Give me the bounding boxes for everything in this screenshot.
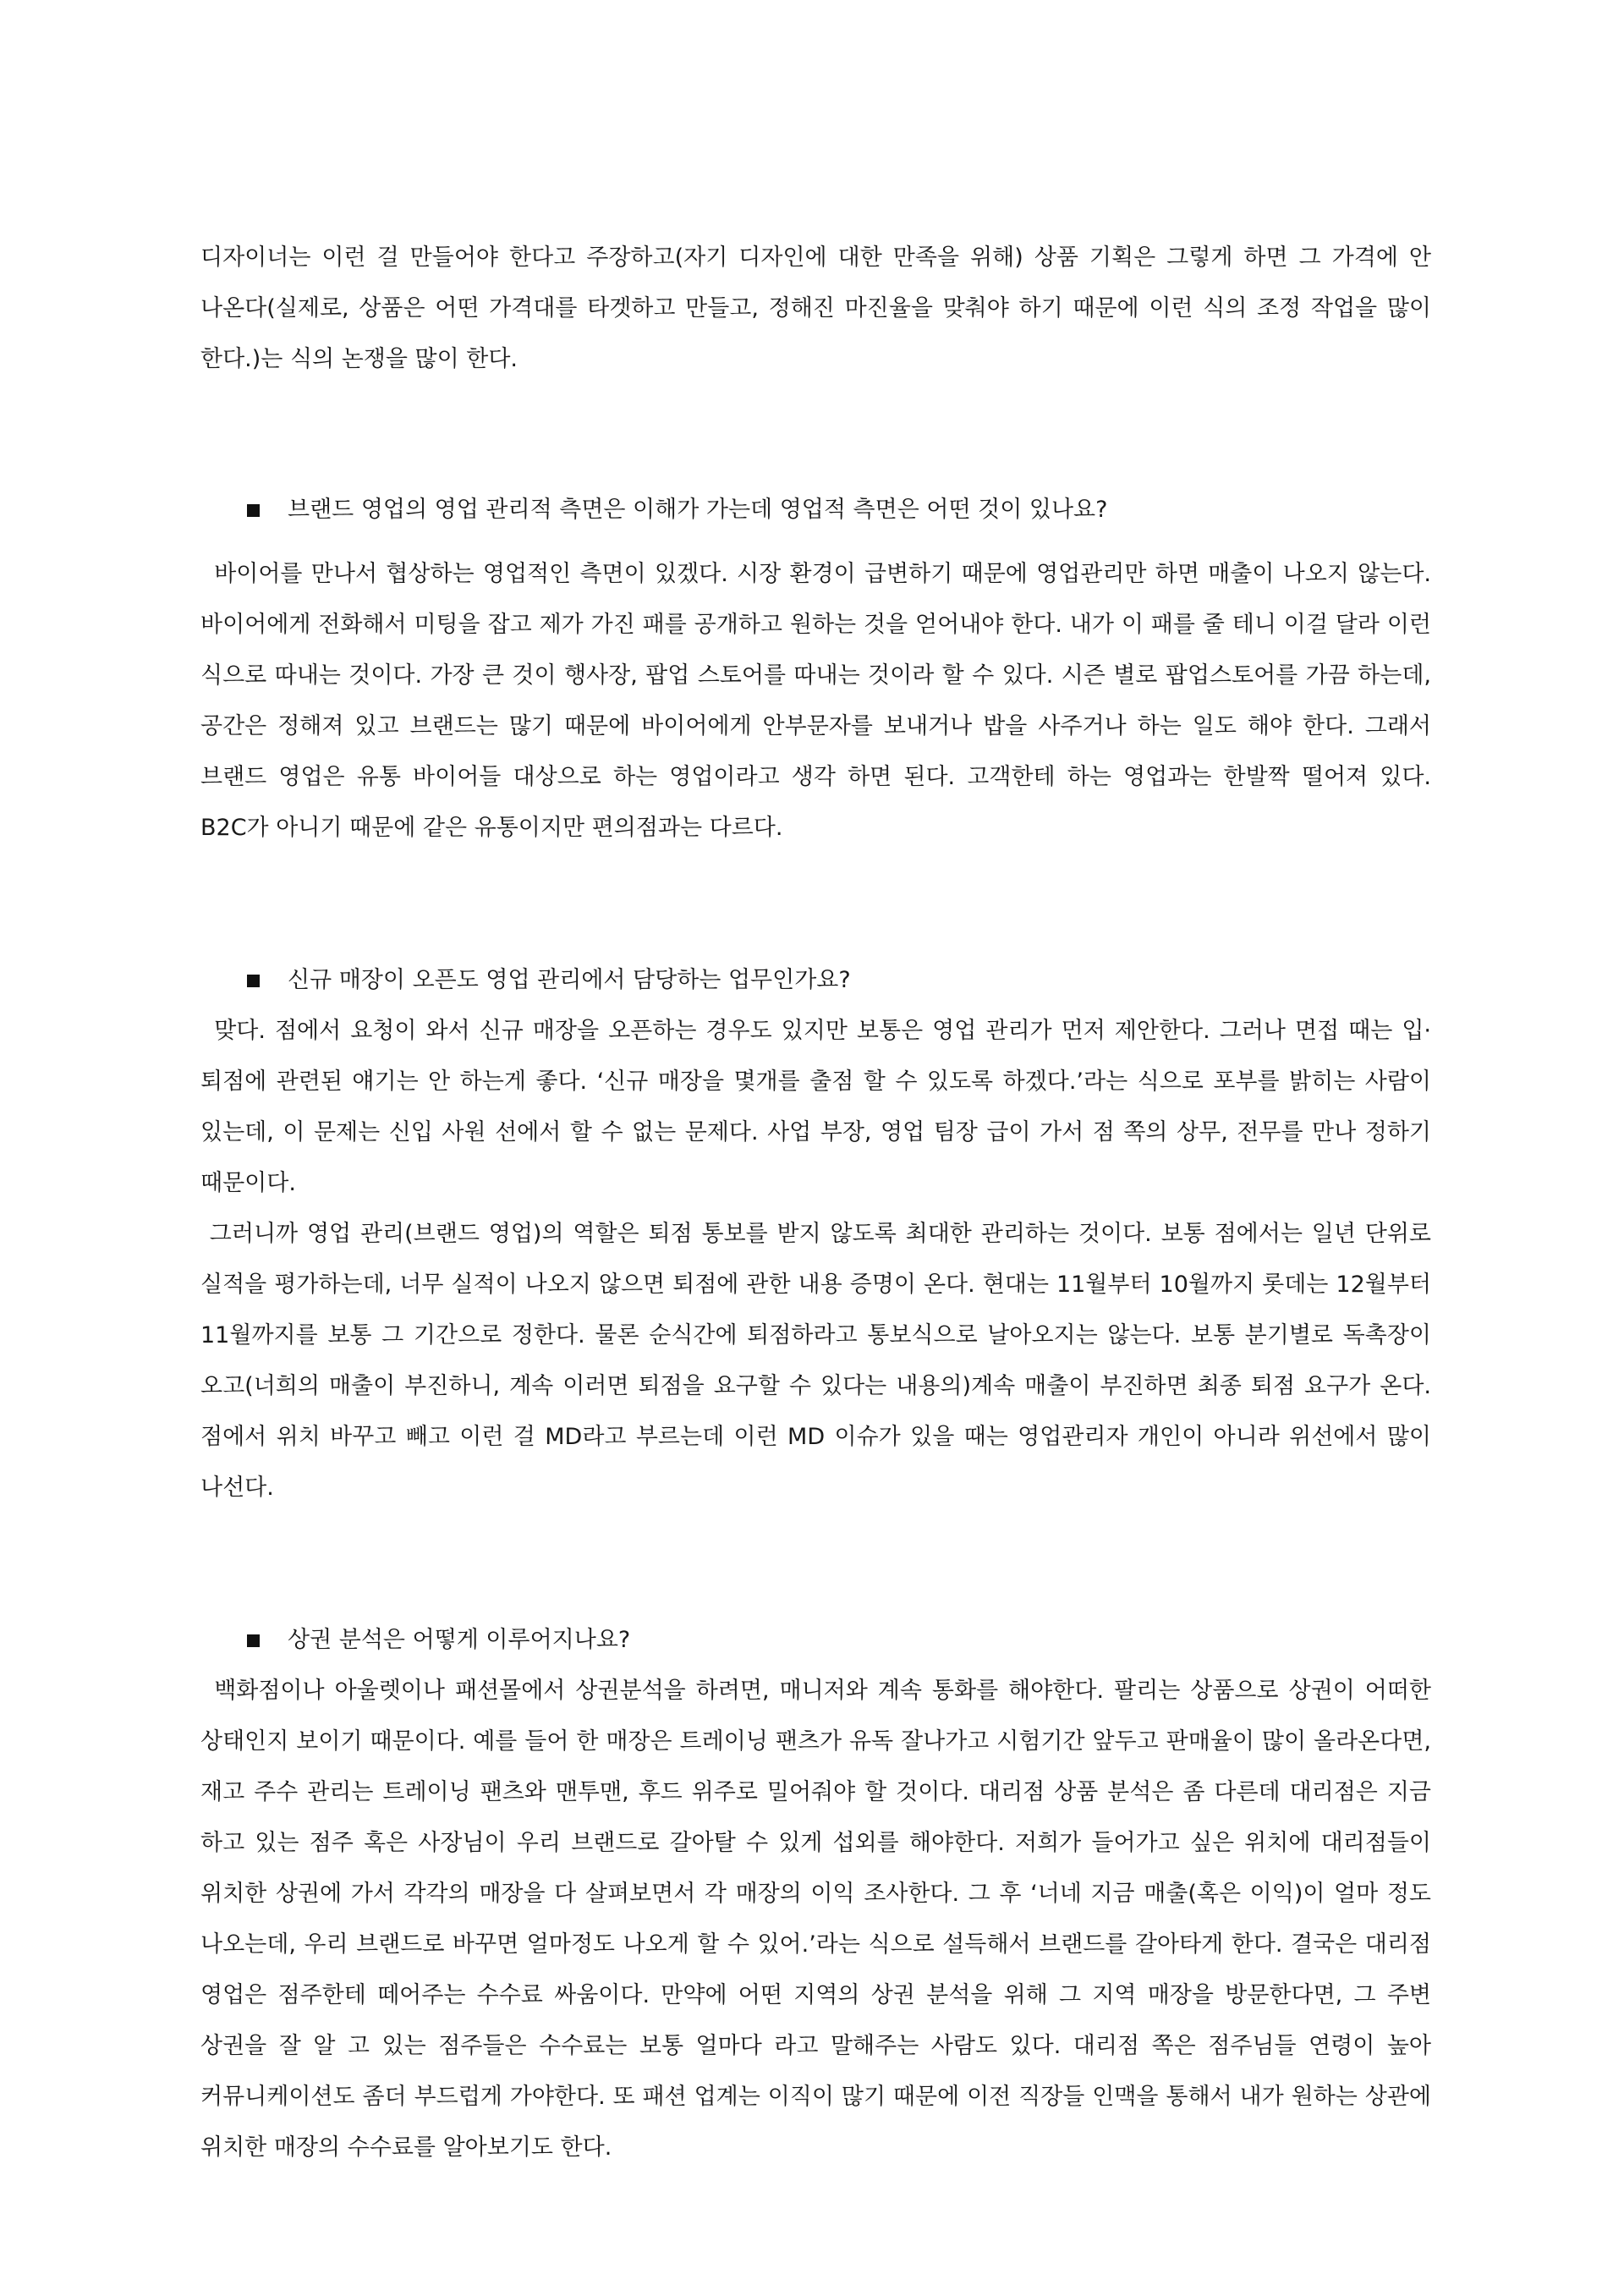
section-heading-text: 신규 매장이 오픈도 영업 관리에서 담당하는 업무인가요? (288, 967, 851, 993)
section-paragraph: 그러니까 영업 관리(브랜드 영업)의 역할은 퇴점 통보를 받지 않도록 최대한 관리하는 것이다. 보통 점에서는 일년 단위로 실적을 평가하는데, 너무 실적이 나오지 않으면 퇴점에 관한 내용 증명이 온다. 현대는 11월부터 10월까지 롯데는 12월부터 11월까지를 보통 그 기간으로 정한다. 물론 순식간에 퇴점하라고 통보식으로 날아오지는 않는다. 보통 분기별로 독촉장이 오고(너희의 매출이 부진하니, 계속 이러면 퇴점을 요구할 수 있다는 내용의)계속 매출이 부진하면 최종 퇴점 요구가 온다. 점에서 위치 바꾸고 빼고 이런 걸 MD라고 부르는데 이런 MD 이슈가 있을 때는 영업관리자 개인이 아니라 위선에서 많이 나선다. (200, 1221, 1431, 1501)
section-heading (200, 485, 1431, 536)
section-heading-text: 상권 분석은 어떻게 이루어지나요? (288, 1627, 631, 1653)
square-bullet-icon (247, 1634, 260, 1647)
section-spacer (200, 385, 1431, 485)
section-heading-text: 브랜드 영업의 영업 관리적 측면은 이해가 가는데 영업적 측면은 어떤 것이 있나요? (288, 497, 1108, 523)
document-body (200, 233, 1431, 2173)
section-heading (200, 955, 1431, 1006)
section-heading (200, 1615, 1431, 1666)
section-trade-area (200, 1615, 1431, 2173)
heading-spacer (200, 536, 1431, 549)
section-new-store (200, 955, 1431, 1513)
square-bullet-icon (247, 504, 260, 517)
square-bullet-icon (247, 975, 260, 987)
section-spacer (200, 1513, 1431, 1615)
section-paragraph: 맞다. 점에서 요청이 와서 신규 매장을 오픈하는 경우도 있지만 보통은 영업 관리가 먼저 제안한다. 그러나 면접 때는 입·퇴점에 관련된 얘기는 안 하는게 좋다. ‘신규 매장을 몇개를 출점 할 수 있도록 하겠다.’라는 식으로 포부를 밝히는 사람이 있는데, 이 문제는 신입 사원 선에서 할 수 없는 문제다. 사업 부장, 영업 팀장 급이 가서 점 쪽의 상무, 전무를 만나 정하기 때문이다. (200, 1018, 1431, 1196)
section-spacer (200, 854, 1431, 955)
intro-paragraph: 디자이너는 이런 걸 만들어야 한다고 주장하고(자기 디자인에 대한 만족을 위해) 상품 기획은 그렇게 하면 그 가격에 안 나온다(실제로, 상품은 어떤 가격대를 타겟하고 만들고, 정해진 마진율을 맞춰야 하기 때문에 이런 식의 조정 작업을 많이 한다.)는 식의 논쟁을 많이 한다. (200, 244, 1431, 372)
section-brand-sales (200, 485, 1431, 854)
section-paragraph: 바이어를 만나서 협상하는 영업적인 측면이 있겠다. 시장 환경이 급변하기 때문에 영업관리만 하면 매출이 나오지 않는다. 바이어에게 전화해서 미팅을 잡고 제가 가진 패를 공개하고 원하는 것을 얻어내야 한다. 내가 이 패를 줄 테니 이걸 달라 이런 식으로 따내는 것이다. 가장 큰 것이 행사장, 팝업 스토어를 따내는 것이라 할 수 있다. 시즌 별로 팝업스토어를 가끔 하는데, 공간은 정해져 있고 브랜드는 많기 때문에 바이어에게 안부문자를 보내거나 밥을 사주거나 하는 일도 해야 한다. 그래서 브랜드 영업은 유통 바이어들 대상으로 하는 영업이라고 생각 하면 된다. 고객한테 하는 영업과는 한발짝 떨어져 있다. B2C가 아니기 때문에 같은 유통이지만 편의점과는 다르다. (200, 561, 1431, 841)
section-paragraph: 백화점이나 아울렛이나 패션몰에서 상권분석을 하려면, 매니저와 계속 통화를 해야한다. 팔리는 상품으로 상권이 어떠한 상태인지 보이기 때문이다. 예를 들어 한 매장은 트레이닝 팬츠가 유독 잘나가고 시험기간 앞두고 판매율이 많이 올라온다면, 재고 주수 관리는 트레이닝 팬츠와 맨투맨, 후드 위주로 밀어줘야 할 것이다. 대리점 상품 분석은 좀 다른데 대리점은 지금 하고 있는 점주 혹은 사장님이 우리 브랜드로 갈아탈 수 있게 섭외를 해야한다. 저희가 들어가고 싶은 위치에 대리점들이 위치한 상권에 가서 각각의 매장을 다 살펴보면서 각 매장의 이익 조사한다. 그 후 ‘너네 지금 매출(혹은 이익)이 얼마 정도 나오는데, 우리 브랜드로 바꾸면 얼마정도 나오게 할 수 있어.’라는 식으로 설득해서 브랜드를 갈아타게 한다. 결국은 대리점 영업은 점주한테 떼어주는 수수료 싸움이다. 만약에 어떤 지역의 상권 분석을 위해 그 지역 매장을 방문한다면, 그 주변 상권을 잘 알 고 있는 점주들은 수수료는 보통 얼마다 라고 말해주는 사람도 있다. 대리점 쪽은 점주님들 연령이 높아 커뮤니케이션도 좀더 부드럽게 가야한다. 또 패션 업계는 이직이 많기 때문에 이전 직장들 인맥을 통해서 내가 원하는 상관에 위치한 매장의 수수료를 알아보기도 한다. (200, 1678, 1431, 2161)
